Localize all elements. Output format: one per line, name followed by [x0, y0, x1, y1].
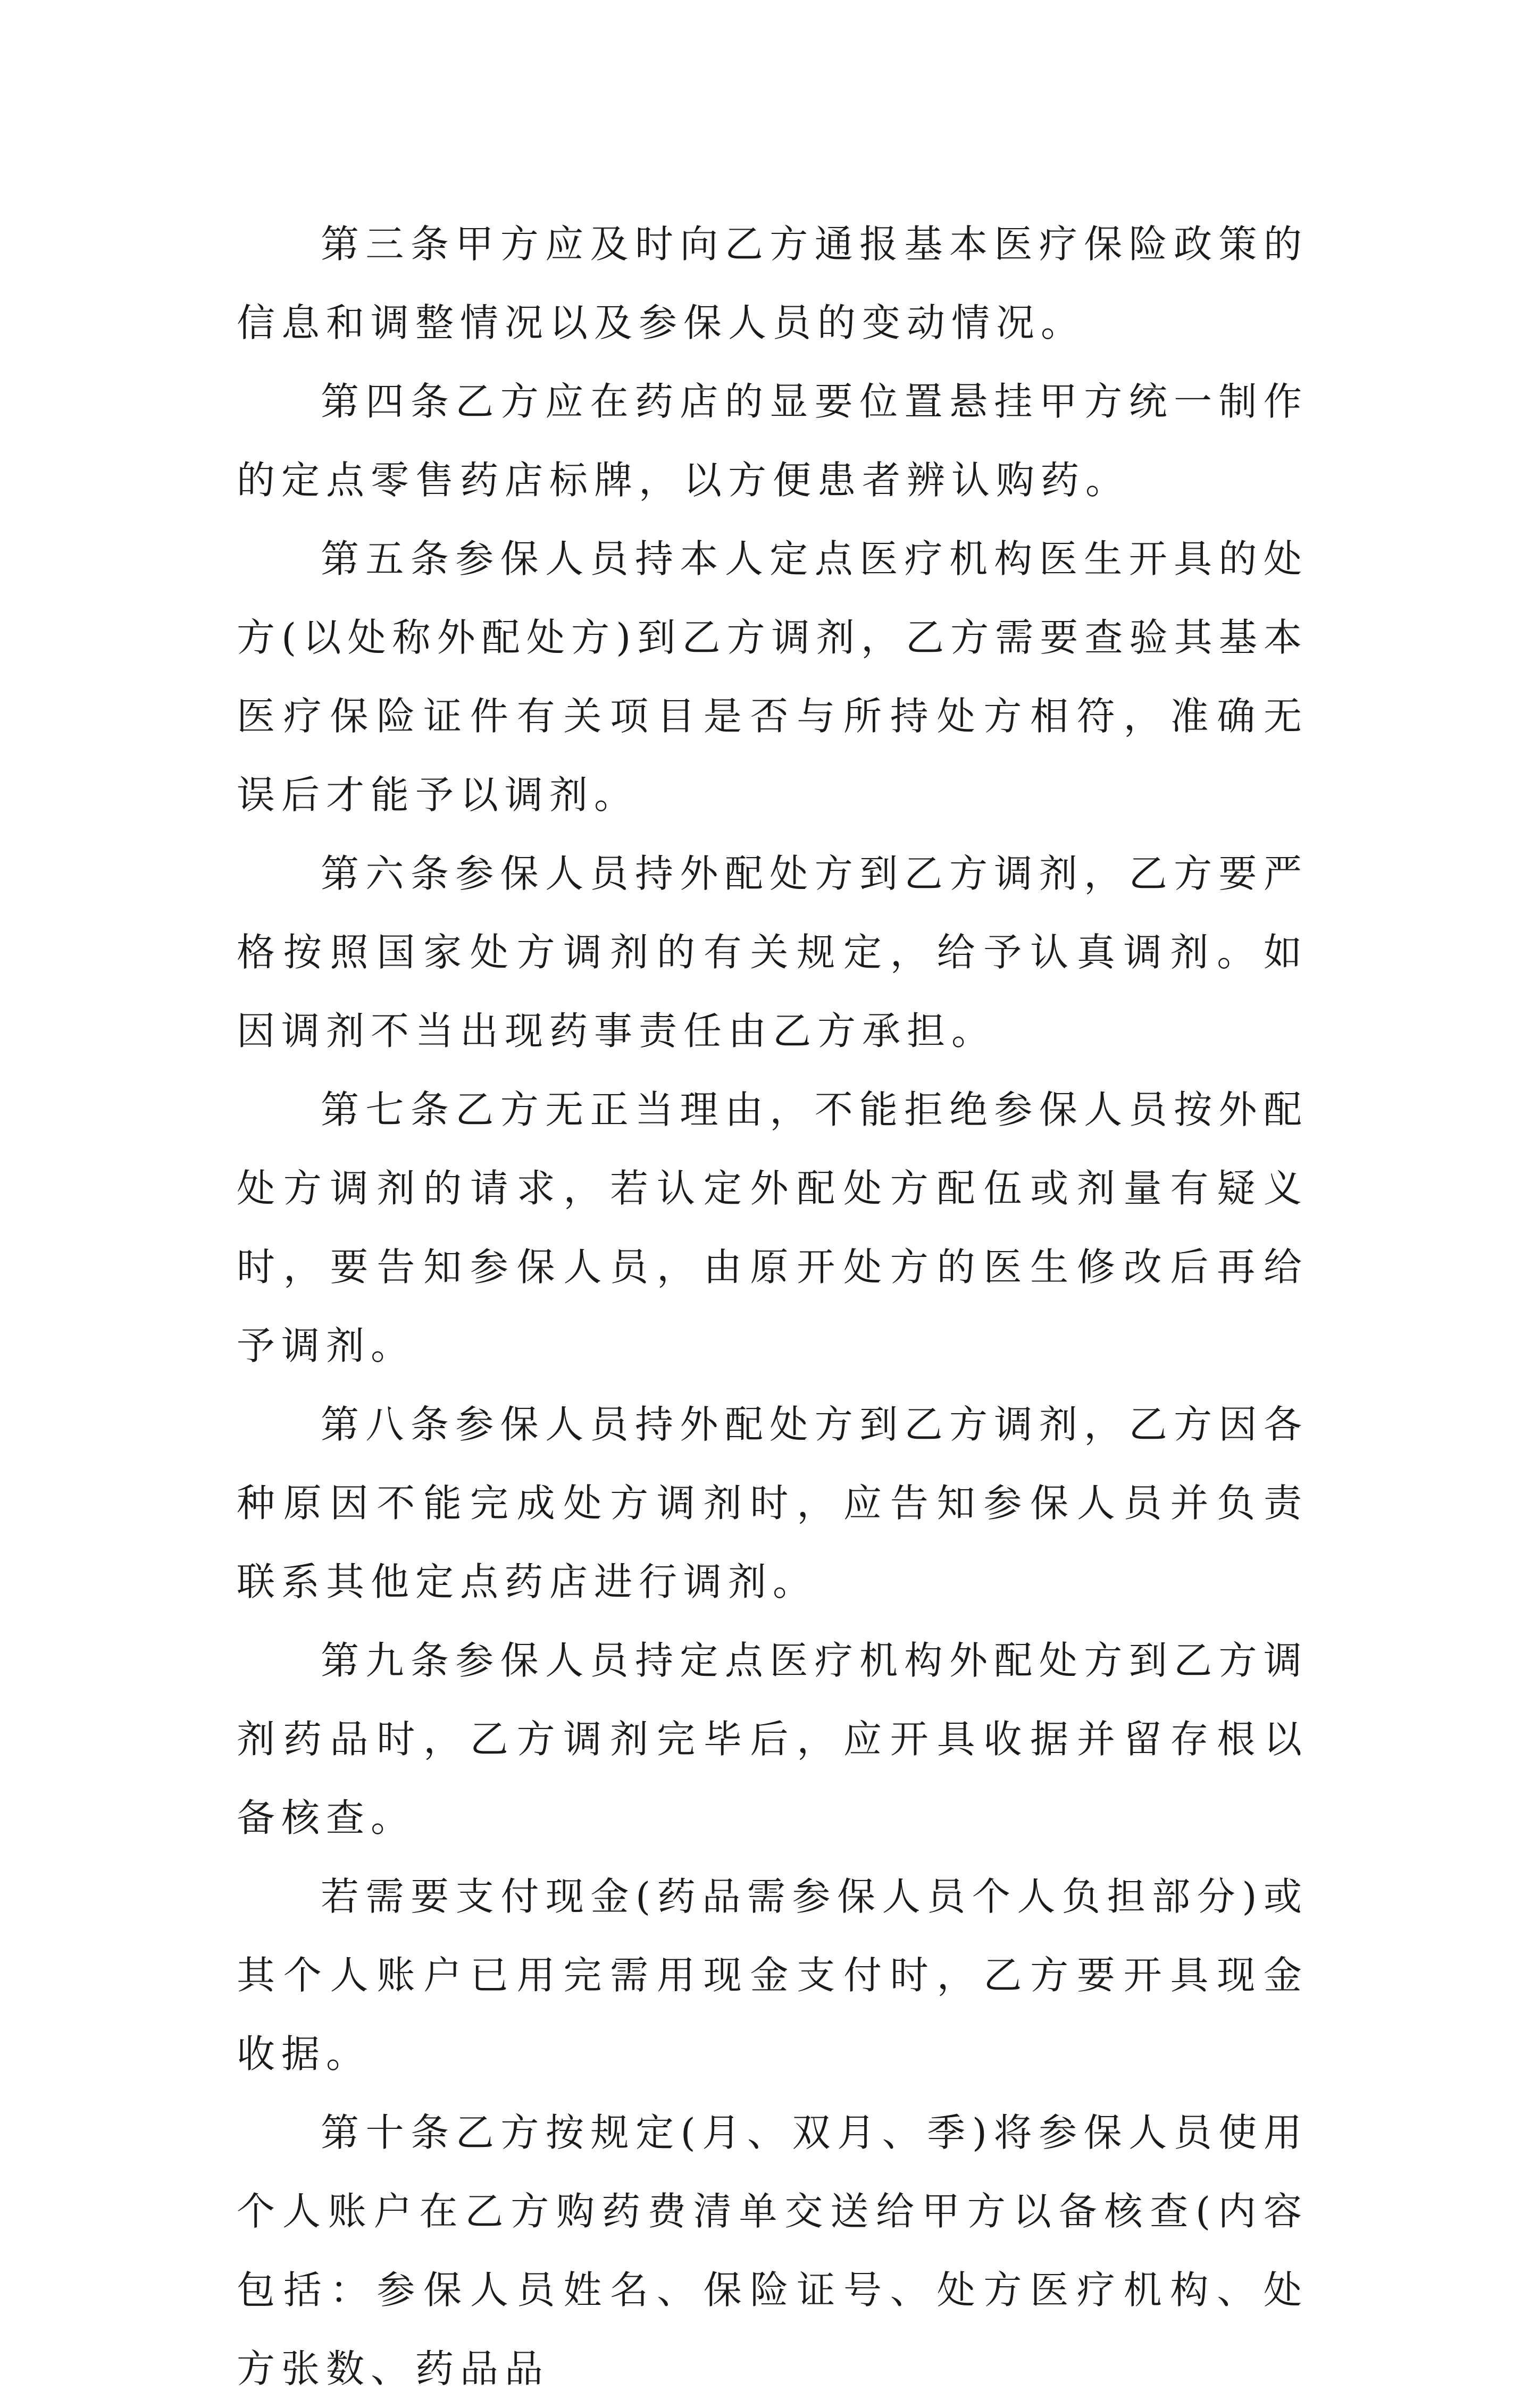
article-7-paragraph: 第七条乙方无正当理由，不能拒绝参保人员按外配处方调剂的请求，若认定外配处方配伍或剂量有疑义时，要告知参保人员，由原开处方的医生修改后再给予调剂。: [237, 1087, 1308, 1368]
article-9-paragraph: 第九条参保人员持定点医疗机构外配处方到乙方调剂药品时，乙方调剂完毕后，应开具收据并留存根以备核查。: [237, 1638, 1308, 1840]
cash-payment-paragraph: 若需要支付现金(药品需参保人员个人负担部分)或其个人账户已用完需用现金支付时，乙方要开具现金收据。: [237, 1874, 1308, 2076]
article-8-paragraph: 第八条参保人员持外配处方到乙方调剂，乙方因各种原因不能完成处方调剂时，应告知参保人员并负责联系其他定点药店进行调剂。: [237, 1402, 1308, 1604]
article-6-paragraph: 第六条参保人员持外配处方到乙方调剂，乙方要严格按照国家处方调剂的有关规定，给予认真调剂。如因调剂不当出现药事责任由乙方承担。: [237, 851, 1308, 1053]
article-10-paragraph: 第十条乙方按规定(月、双月、季)将参保人员使用个人账户在乙方购药费清单交送给甲方以备核查(内容包括：参保人员姓名、保险证号、处方医疗机构、处方张数、药品品: [237, 2110, 1308, 2391]
article-4-paragraph: 第四条乙方应在药店的显要位置悬挂甲方统一制作的定点零售药店标牌，以方便患者辨认购药。: [237, 379, 1308, 502]
article-5-paragraph: 第五条参保人员持本人定点医疗机构医生开具的处方(以处称外配处方)到乙方调剂，乙方需要查验其基本医疗保险证件有关项目是否与所持处方相符，准确无误后才能予以调剂。: [237, 536, 1308, 817]
document-body: [237, 205, 1308, 2408]
article-3-paragraph: 第三条甲方应及时向乙方通报基本医疗保险政策的信息和调整情况以及参保人员的变动情况。: [237, 222, 1308, 345]
